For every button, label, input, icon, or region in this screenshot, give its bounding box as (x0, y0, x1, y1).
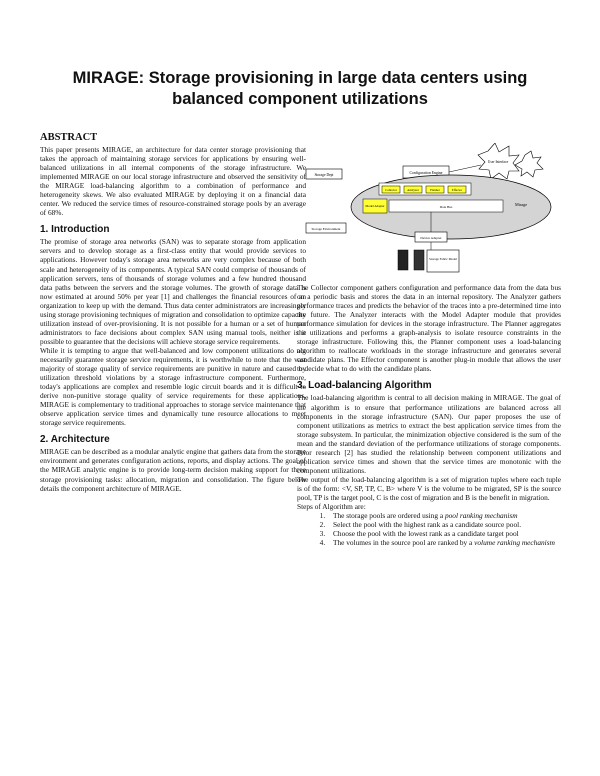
storage-array-icon (414, 250, 424, 270)
architecture-paragraph-1: MIRAGE can be described as a modular analytic engine that gathers data from the storage environment and generates configuration actions, reports, and display actions. The goal of the MIRAGE analytic engine is to provide long-term decision making support for three storage provisioning tasks: allocation, migration and consolidation. The figure below details the component architecture of MIRAGE. (40, 447, 306, 493)
effector-label: Effector (451, 188, 463, 192)
model-adapter-label: Model Adapter (365, 204, 385, 208)
left-column (40, 132, 306, 493)
collector-label: Collector (385, 188, 397, 192)
analyzer-label: Analyzer (407, 188, 419, 192)
abstract-text: This paper presents MIRAGE, an architecture for data center storage provisioning that takes the approach of maintaining storage services for applications by ensuring well-balanced utilizations in all internal components of the storage infrastructure. We implemented MIRAGE on our local storage infrastructure and observed the sensitivity of the MIRAGE load-balancing algorithm to a combination of performance and heterogeneity skews. We also evaluated MIRAGE by deploying it on a financial data center. We reduced the service times of resource-constrained storage pools by an average of 68%. (40, 145, 306, 218)
algorithm-step-2: 2. Select the pool with the highest rank as a candidate source pool. (327, 520, 561, 529)
storage-dept-label: Storage Dept (314, 173, 334, 177)
introduction-paragraph-2: While it is tempting to argue that well-balanced and low component utilizations do not necessarily guarantee storage service requirements, it is worthwhile to note that the vast majority of storage quality of service requirements are punitive in nature and caused by utilization threshold violations by a storage infrastructure component. Furthermore, today's applications are complex and resemble logic circuit boards and it is difficult to derive non-punitive storage quality of service requirements for these applications. MIRAGE is complementary to traditional approaches to storage service maintenance that observe application service times and dynamically tune resource allocations to meet storage service requirements. (40, 345, 306, 428)
storage-fabric-label: Storage Fabric Model (429, 257, 457, 261)
abstract-heading: ABSTRACT (40, 132, 98, 143)
algorithm-steps (297, 511, 561, 547)
architecture-heading: 2. Architecture (40, 434, 110, 446)
mirage-label: Mirage (515, 202, 528, 207)
introduction-paragraph-1: The promise of storage area networks (SAN) was to separate storage from application servers and to develop storage as a first-class entity that would provide services to applications. However today's storage area networks are very complex because of both scale and heterogeneity of its components. A typical SAN could comprise of thousands of application servers, tens of thousands of storage volumes and a few hundred thousand data paths between the servers and the storage volumes. The growth of storage data is now estimated at around 50% per year [1] and challenges the financial resources of an organization to keep up with the demand. Thus data center administrators are increasingly using storage provisioning techniques of migration and consolidation to optimize capacity utilization instead of over-provisioning. It is not possible for a human or a set of human administrators to face decisions about complex SAN using manual tools, neither is it possible to guarantee that the decisions will achieve storage service requirements. (40, 237, 306, 346)
configuration-engine-label: Configuration Engine (409, 171, 443, 175)
steps-label: Steps of Algorithm are: (297, 502, 366, 512)
storage-fabric-box (427, 250, 459, 272)
right-column (297, 283, 561, 547)
data-bus-label: Data Bus (439, 205, 453, 209)
planner-label: Planner (430, 188, 440, 192)
introduction-heading: 1. Introduction (40, 224, 110, 236)
architecture-diagram (303, 143, 555, 277)
architecture-figure (303, 143, 555, 277)
storage-environment-label: Storage Environment (311, 227, 341, 231)
load-balancing-paragraph-2: The output of the load-balancing algorithm is a set of migration tuples where each tuple is of the form: <V, SP, TP, C, B> where V is the volume to be migrated, SP is the source pool, TP is the target pool, C is the cost of migration and B is the benefit in migration. (297, 474, 561, 502)
storage-server-icon (398, 250, 408, 270)
algorithm-step-4: 4. The volumes in the source pool are ranked by a volume ranking mechanism (327, 538, 561, 547)
architecture-paragraph-2: The Collector component gathers configuration and performance data from the data bus on a periodic basis and stores the data in an internal repository. The Analyzer gathers performance traces and predicts the behavior of the traces into a pre-determined time into the future. The Analyzer interacts with the Model Adapter module that provides performance simulation for devices in the storage infrastructure. The Planner aggregates the utilizations and performs a graph-analysis to isolate resource constraints in the storage infrastructure. Following this, the Planner component uses a load-balancing algorithm to reallocate workloads in the storage infrastructure and generates several candidate plans. The Effector component is another plug-in module that allows the user to decide what to do with the candidate plans. (297, 283, 561, 374)
algorithm-step-1: 1. The storage pools are ordered using a pool ranking mechanism (327, 511, 561, 520)
ui-label: User Interface (487, 160, 509, 164)
paper-title: MIRAGE: Storage provisioning in large data centers using balanced component utilizations (72, 69, 528, 108)
load-balancing-paragraph-1: The load-balancing algorithm is central to all decision making in MIRAGE. The goal of the algorithm is to ensure that performance utilizations are balanced across all components in the storage infrastructure (SAN). Our paper proposes the use of component utilizations as metrics to extract the best application service times from the storage subsystem. In particular, the minimization objective considered is the sum of the mean and the standard deviation of the performance utilizations of storage components. Prior research [2] has studied the relationship between component utilizations and application service times and shown that the service times are monotonic with the component utilizations. (297, 393, 561, 475)
algorithm-step-3: 3. Choose the pool with the lowest rank as a candidate target pool (327, 529, 561, 538)
device-adapter-label: Device Adapter (420, 236, 442, 240)
load-balancing-heading: 3. Load-balancing Algorithm (297, 380, 432, 392)
